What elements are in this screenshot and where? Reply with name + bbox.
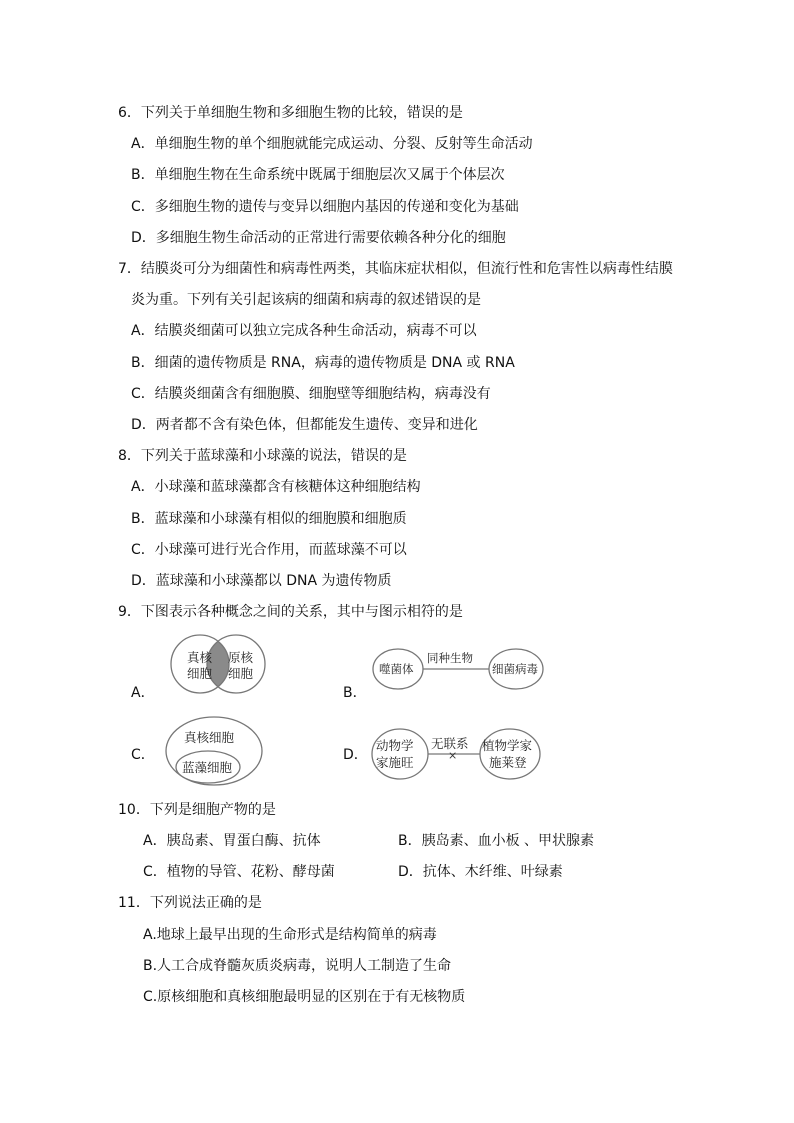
question-11-option-a: A.地球上最早出现的生命形式是结构简单的病毒	[143, 927, 437, 943]
venn-diagram-a	[160, 632, 276, 696]
relation-b-link-label: 同种生物	[427, 651, 473, 665]
question-9-option-a-label: A．	[131, 685, 155, 701]
venn-a-left-line1: 真核	[187, 650, 213, 665]
nested-diagram-c	[163, 715, 265, 789]
relation-d-link-label: 无联系	[431, 736, 469, 751]
relation-d-left-line2: 家施旺	[376, 755, 414, 770]
question-7-option-d: D．两者都不含有染色体，但都能发生遗传、变异和进化	[131, 417, 478, 433]
venn-a-right-line1: 原核	[228, 650, 254, 665]
question-10-option-b: B．胰岛素、血小板 、甲状腺素	[398, 833, 595, 849]
question-10-stem: 10．下列是细胞产物的是	[118, 802, 276, 818]
question-6-option-d: D．多细胞生物生命活动的正常进行需要依赖各种分化的细胞	[131, 230, 506, 246]
relation-d-right-line2: 施莱登	[489, 755, 527, 770]
question-7-option-c: C．结膜炎细菌含有细胞膜、细胞壁等细胞结构，病毒没有	[131, 386, 491, 402]
relation-d-right-line1: 植物学家	[482, 738, 533, 753]
question-7-stem-line1: 7．结膜炎可分为细菌性和病毒性两类，其临床症状相似，但流行性和危害性以病毒性结膜	[118, 261, 673, 277]
question-11-stem: 11．下列说法正确的是	[118, 895, 262, 911]
question-8-option-b: B．蓝球藻和小球藻有相似的细胞膜和细胞质	[131, 511, 407, 527]
relation-d-left-line1: 动物学	[376, 738, 414, 753]
question-9-option-c-label: C．	[131, 747, 155, 763]
relation-diagram-d	[370, 726, 542, 782]
relation-b-right-node: 细菌病毒	[492, 662, 538, 676]
question-7-option-a: A．结膜炎细菌可以独立完成各种生命活动，病毒不可以	[131, 323, 477, 339]
question-8-option-a: A．小球藻和蓝球藻都含有核糖体这种细胞结构	[131, 479, 421, 495]
question-6-stem: 6．下列关于单细胞生物和多细胞生物的比较，错误的是	[118, 105, 463, 121]
question-11-option-c: C.原核细胞和真核细胞最明显的区别在于有无核物质	[143, 989, 466, 1005]
question-10-option-d: D．抗体、木纤维、叶绿素	[398, 864, 563, 880]
question-9-stem: 9．下图表示各种概念之间的关系，其中与图示相符的是	[118, 604, 463, 620]
question-8-option-d: D．蓝球藻和小球藻都以 DNA 为遗传物质	[131, 573, 392, 589]
venn-a-right-line2: 细胞	[228, 666, 254, 681]
question-9-option-d-label: D．	[343, 747, 368, 763]
question-9-option-b-label: B．	[343, 685, 367, 701]
question-10-option-c: C．植物的导管、花粉、酵母菌	[143, 864, 335, 880]
question-6-option-c: C．多细胞生物的遗传与变异以细胞内基因的传递和变化为基础	[131, 199, 519, 215]
question-7-stem-line2: 炎为重。下列有关引起该病的细菌和病毒的叙述错误的是	[131, 292, 481, 308]
question-8-stem: 8．下列关于蓝球藻和小球藻的说法，错误的是	[118, 448, 407, 464]
venn-a-left-line2: 细胞	[187, 666, 213, 681]
question-11-option-b: B.人工合成脊髓灰质炎病毒，说明人工制造了生命	[143, 958, 452, 974]
relation-d-cross-mark: ×	[448, 749, 458, 762]
nested-c-inner-label: 蓝藻细胞	[182, 760, 233, 775]
relation-diagram-b	[370, 642, 546, 692]
nested-c-outer-label: 真核细胞	[184, 730, 235, 745]
question-6-option-a: A．单细胞生物的单个细胞就能完成运动、分裂、反射等生命活动	[131, 136, 533, 152]
question-6-option-b: B．单细胞生物在生命系统中既属于细胞层次又属于个体层次	[131, 167, 505, 183]
question-7-option-b: B．细菌的遗传物质是 RNA，病毒的遗传物质是 DNA 或 RNA	[131, 355, 515, 371]
question-10-option-a: A．胰岛素、胃蛋白酶、抗体	[143, 833, 321, 849]
relation-b-left-node: 噬菌体	[379, 662, 414, 676]
question-8-option-c: C．小球藻可进行光合作用，而蓝球藻不可以	[131, 542, 407, 558]
